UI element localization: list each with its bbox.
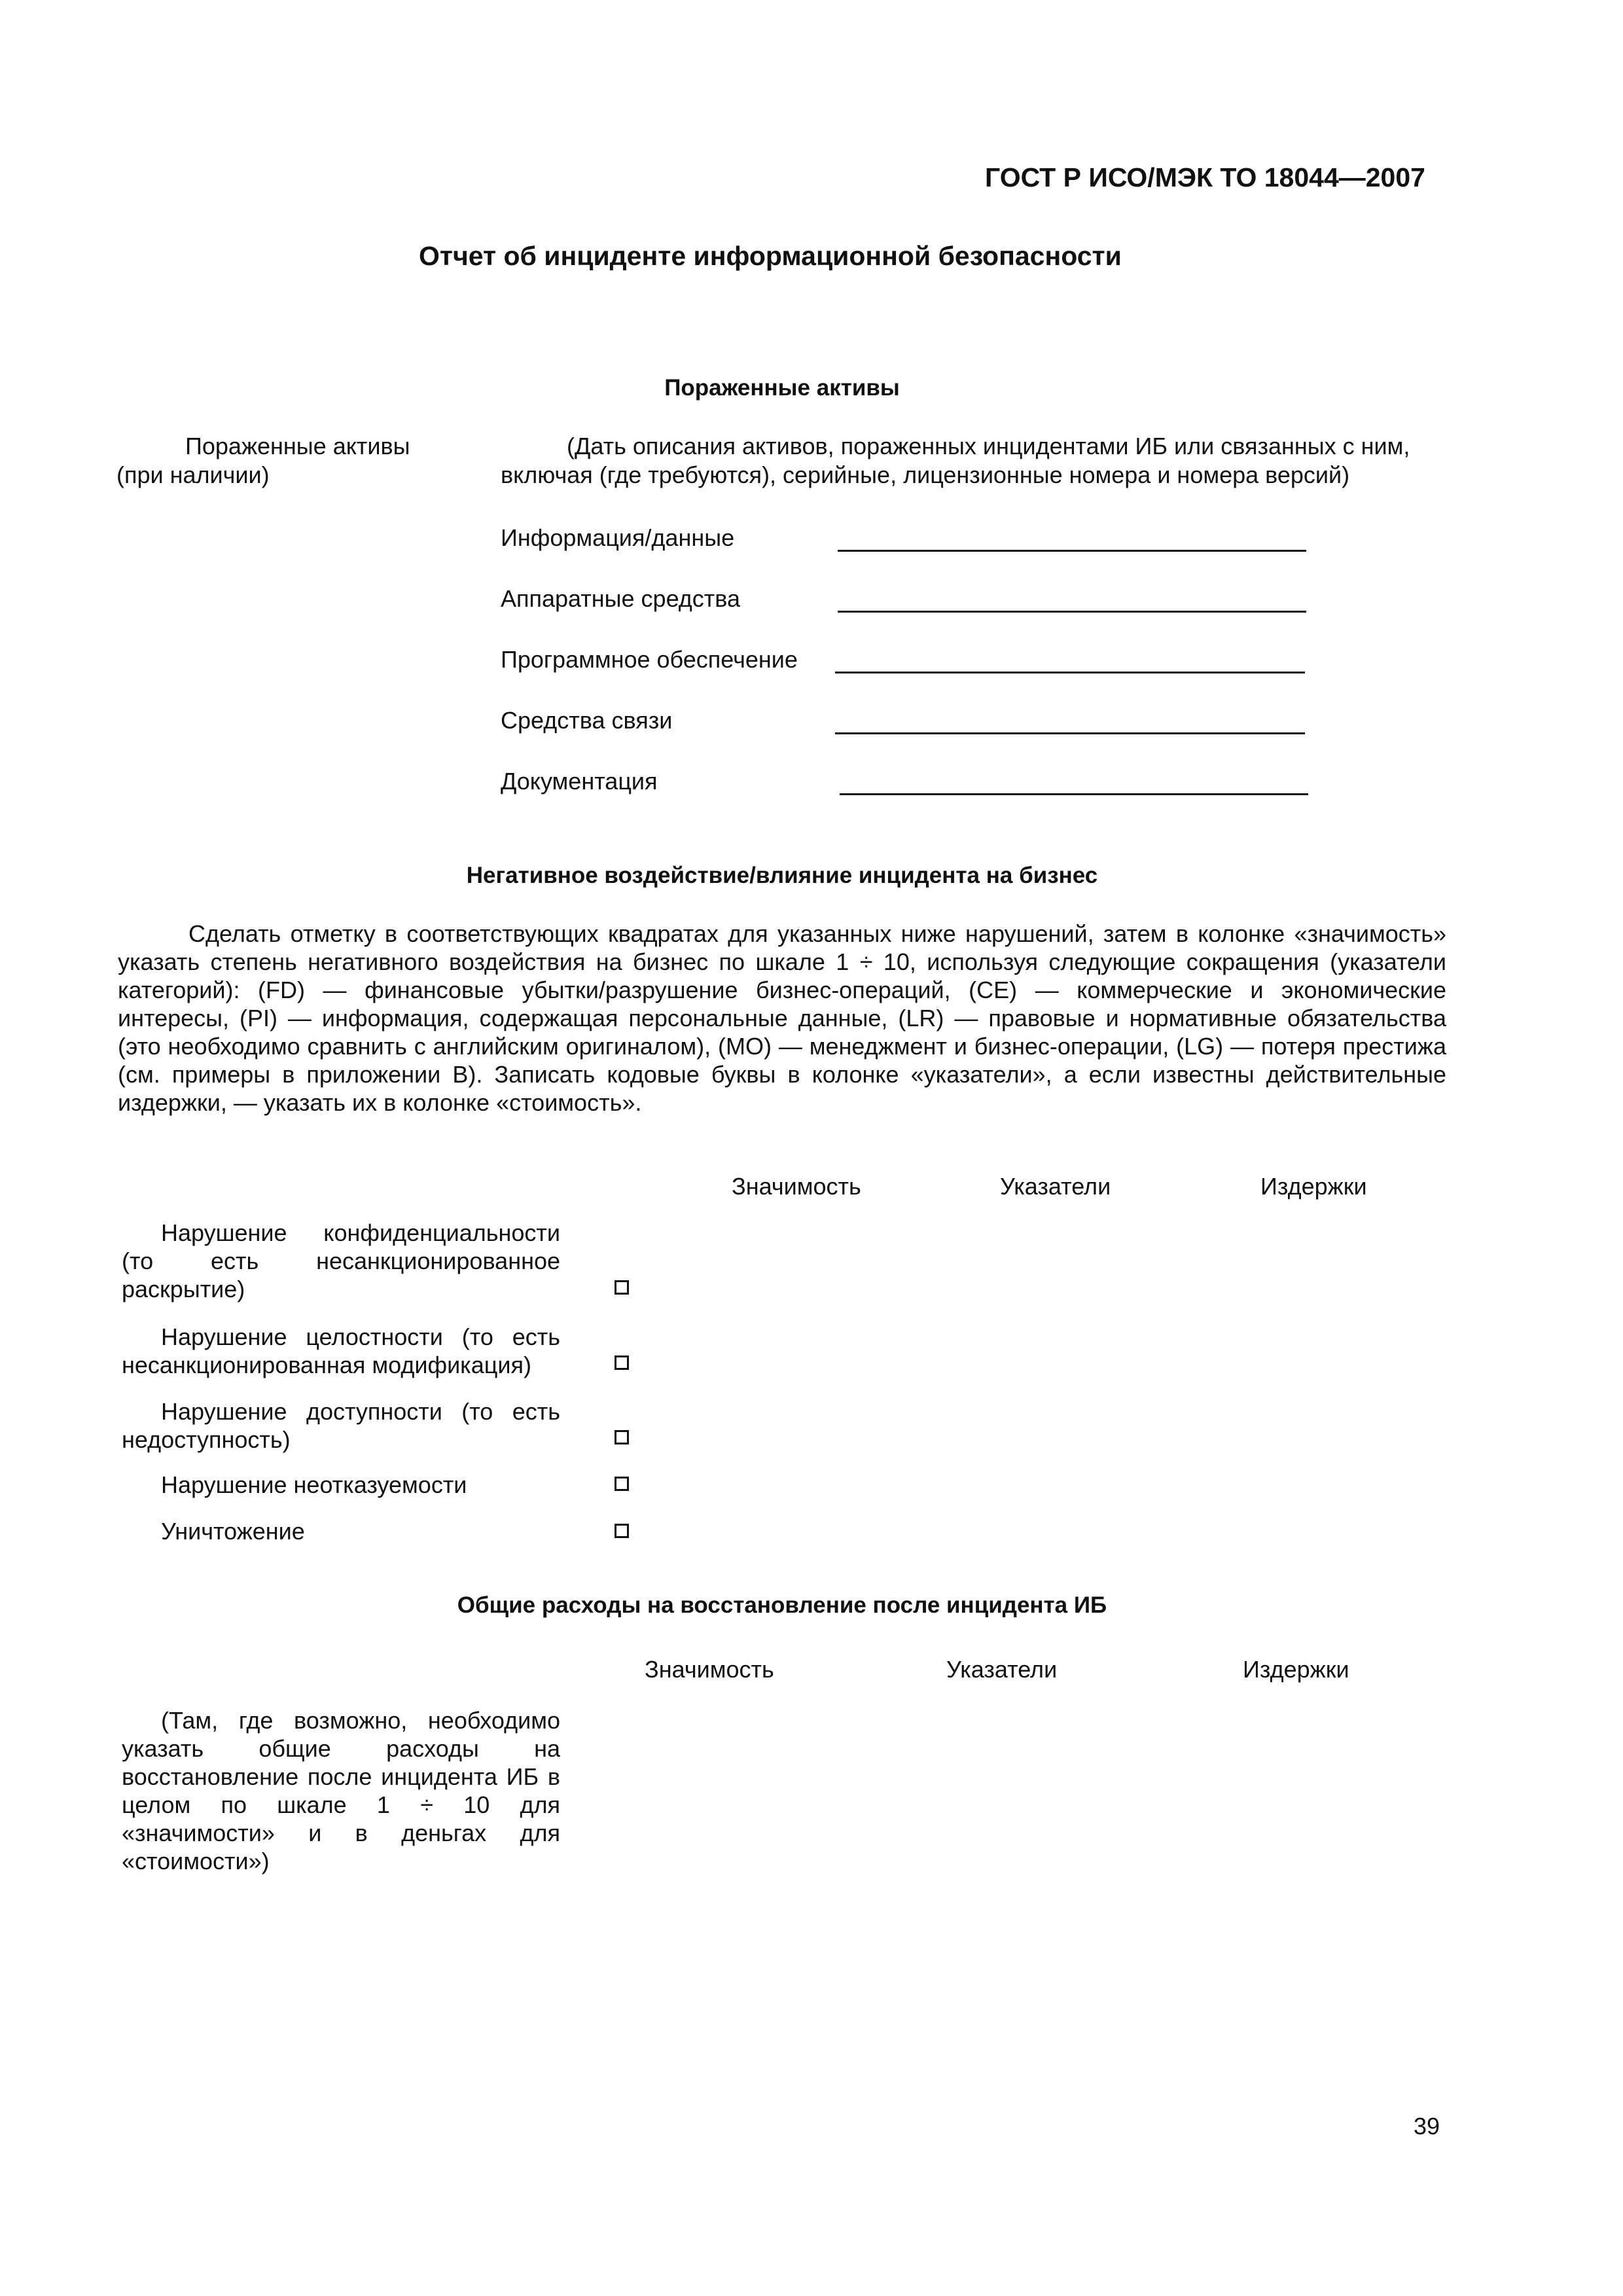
- section-title-assets: Пораженные активы: [664, 375, 900, 401]
- field-input-software[interactable]: [835, 672, 1305, 673]
- document-code: ГОСТ Р ИСО/МЭК ТО 18044—2007: [985, 162, 1425, 192]
- assets-description-line1: (Дать описания активов, пораженных инцидентами ИБ или связанных с ним,: [567, 433, 1410, 459]
- impact-row-destruction: Уничтожение: [161, 1518, 305, 1545]
- field-label-communications: Средства связи: [501, 707, 673, 734]
- field-label-hardware: Аппаратные средства: [501, 585, 741, 612]
- field-label-information: Информация/данные: [501, 524, 735, 551]
- integrity-checkbox[interactable]: [615, 1355, 629, 1370]
- impact-row-confidentiality: Нарушение конфиденциальности (то есть несанкционированное раскрытие): [122, 1219, 560, 1302]
- field-label-software: Программное обеспечение: [501, 646, 798, 673]
- recovery-col-indicators: Указатели: [946, 1656, 1058, 1683]
- impact-row-availability: Нарушение доступности (то есть недоступность): [122, 1398, 560, 1453]
- nonrepudiation-checkbox[interactable]: [615, 1477, 629, 1491]
- impact-col-significance: Значимость: [732, 1173, 861, 1200]
- impact-instructions: Сделать отметку в соответствующих квадратах для указанных ниже нарушений, затем в колонке «значимость» указать степень негативного воздействия на бизнес по шкале 1 ÷ 10, используя следующие сокращения (указатели категорий): (FD) — финансовые убытки/разрушение бизнес-операций, (CE) — коммерческие и экономические интересы, (PI) — информация, содержащая персональные данные, (LR) — правовые и нормативные обязательства (это необходимо сравнить с английским оригиналом), (MO) — менеджмент и бизнес-операции, (LG) — потеря престижа (см. примеры в приложении В). Записать кодовые буквы в колонке «указатели», а если известны действительные издержки, — указать их в колонке «стоимость».: [118, 920, 1446, 1116]
- destruction-checkbox[interactable]: [615, 1524, 629, 1538]
- field-input-documentation[interactable]: [840, 793, 1308, 795]
- field-input-communications[interactable]: [835, 732, 1305, 734]
- assets-label-line1: Пораженные активы: [185, 433, 410, 459]
- assets-description-line2: включая (где требуются), серийные, лицензионные номера и номера версий): [501, 461, 1350, 488]
- impact-col-indicators: Указатели: [1000, 1173, 1111, 1200]
- impact-row-nonrepudiation: Нарушение неотказуемости: [161, 1471, 467, 1498]
- assets-label-line2: (при наличии): [116, 461, 270, 488]
- recovery-col-significance: Значимость: [645, 1656, 774, 1683]
- recovery-note: (Там, где возможно, необходимо указать общие расходы на восстановление после инцидента ИБ в целом по шкале 1 ÷ 10 для «значимости» и в деньгах для «стоимости»): [122, 1707, 560, 1874]
- recovery-col-costs: Издержки: [1243, 1656, 1349, 1683]
- section-title-impact: Негативное воздействие/влияние инцидента на бизнес: [466, 863, 1098, 888]
- availability-checkbox[interactable]: [615, 1430, 629, 1444]
- field-label-documentation: Документация: [501, 768, 658, 795]
- page-title: Отчет об инциденте информационной безопасности: [419, 241, 1122, 271]
- impact-row-integrity: Нарушение целостности (то есть несанкционированная модификация): [122, 1323, 560, 1378]
- confidentiality-checkbox[interactable]: [615, 1280, 629, 1295]
- field-input-information[interactable]: [838, 550, 1306, 552]
- section-title-recovery: Общие расходы на восстановление после инцидента ИБ: [457, 1592, 1107, 1618]
- page-number: 39: [1414, 2113, 1440, 2140]
- impact-col-costs: Издержки: [1260, 1173, 1367, 1200]
- field-input-hardware[interactable]: [838, 611, 1306, 613]
